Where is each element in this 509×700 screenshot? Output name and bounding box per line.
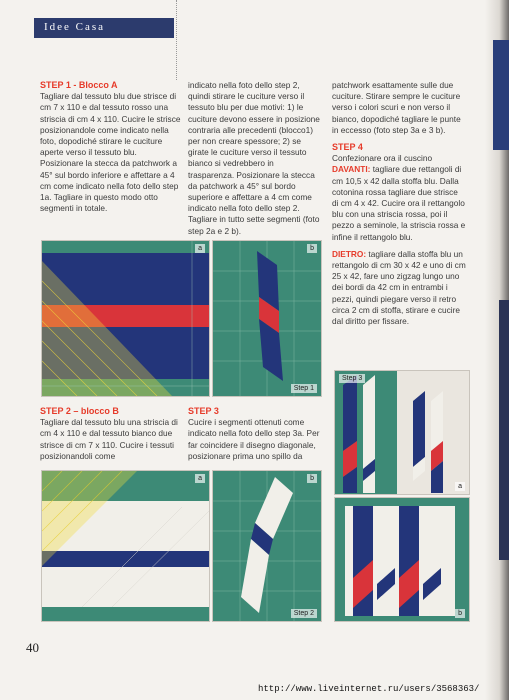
step3-block: [188, 406, 322, 465]
step3-title: STEP 3: [188, 406, 219, 416]
section-header: [34, 18, 174, 38]
binding-quilt-edge: [493, 40, 509, 150]
photo-step1b: [212, 240, 322, 397]
step1-text: Tagliare dal tessuto blu due strisce di cm 7 x 110 e dal tessuto rosso una striscia di cm 4 x 110. Cucire le strisce posizionandole come indicato nella foto, dopodiché stirare le cuciture aperte verso il tessuto blu. Posizionare la stecca da patchwork a 45° sul bordo inferiore e affettare a 4 cm come indicato nella foto dello step 1a. Tagliare in questo modo otto segmenti in totale.: [40, 91, 181, 214]
dietro-label: DIETRO:: [332, 248, 367, 259]
davanti-text: tagliare due rettangoli di cm 10,5 x 42 dalla stoffa blu. Dalla cotonina rossa tagliare due strisce di cm 4 x 42. Cucire ora il rettangolo blu con una striscia rossa, poi il pezzo a seminole, la striscia rossa e infine il rettangolo blu.: [332, 164, 466, 242]
step2-title: STEP 2 – blocco B: [40, 406, 119, 416]
step1a-illustration: [42, 241, 209, 396]
column-2: [188, 80, 322, 240]
photo-label-3b: b: [455, 609, 465, 618]
step4-subtitle: Confezionare ora il cuscino: [332, 153, 433, 164]
step2b-illustration: [213, 471, 321, 621]
column-3: [332, 80, 466, 330]
photo-label-step3: Step 3: [339, 374, 365, 383]
step2-text: Tagliare dal tessuto blu una striscia di cm 4 x 110 e dal tessuto bianco due strisce di cm 7 x 110. Cucire i tessuti posizionandoli come: [40, 417, 178, 461]
photo-label-1b-letter: b: [307, 244, 317, 253]
photo-step3a: [334, 370, 470, 495]
step1b-illustration: [213, 241, 321, 396]
step3a-illustration: [335, 371, 469, 494]
step4-title: STEP 4: [332, 142, 363, 153]
step1-title: STEP 1 - Blocco A: [40, 80, 118, 90]
binding-quilt-edge-lower: [499, 300, 509, 560]
step2-continued-text: indicato nella foto dello step 2, quindi stirare le cuciture verso il tessuto blu per due motivi: 1) le cuciture devono essere in posizione contraria alle precedenti (blocco1) per non creare spessore; 2) se girate le cuciture verso il tessuto bianco si vedrebbero in trasparenza. Posizionare la stecca da patchwork a 45° sul bordo superiore e affettare a 4 cm come indicato nella foto dello step 2. Tagliare in tutto sette segmenti (foto step 2a e 2 b).: [188, 80, 320, 236]
davanti-label: DAVANTI:: [332, 164, 371, 175]
photo-label-1a: a: [195, 244, 205, 253]
step2-block: [40, 406, 182, 465]
photo-step3b: [334, 497, 470, 622]
photo-step2b: [212, 470, 322, 622]
watermark-url: http://www.liveinternet.ru/users/3568363/: [258, 684, 480, 694]
photo-label-step1: Step 1: [291, 384, 317, 393]
step3b-illustration: [335, 498, 469, 621]
photo-label-2b-letter: b: [307, 474, 317, 483]
dietro-text: tagliare dalla stoffa blu un rettangolo di cm 30 x 42 e uno di cm 25 x 42, fare uno zigzag lungo uno dei bordi da 42 cm in entrambi i pezzi, quindi piegare verso il retro circa 2 cm di stoffa, stirare e cucire dal diritto per fissare.: [332, 248, 466, 327]
photo-step2a: [41, 470, 210, 622]
step3-continued-text: patchwork esattamente sulle due cuciture. Stirare sempre le cuciture verso i colori scuri e non verso il bianco, dopodiché tagliare le punte in eccesso (foto step 3a e 3 b).: [332, 80, 461, 135]
photo-label-step2: Step 2: [291, 609, 317, 618]
section-title: Idee Casa: [44, 21, 106, 33]
photo-step1a: [41, 240, 210, 397]
step2a-illustration: [42, 471, 209, 621]
photo-label-3a-letter: a: [455, 482, 465, 491]
step3-text: Cucire i segmenti ottenuti come indicato nella foto dello step 3a. Per far coincidere il disegno diagonale, posizionare prima uno spillo da: [188, 417, 320, 461]
column-1: [40, 80, 182, 217]
decorative-dotted-line: [176, 0, 183, 80]
photo-label-2a: a: [195, 474, 205, 483]
page-number: 40: [26, 640, 39, 655]
